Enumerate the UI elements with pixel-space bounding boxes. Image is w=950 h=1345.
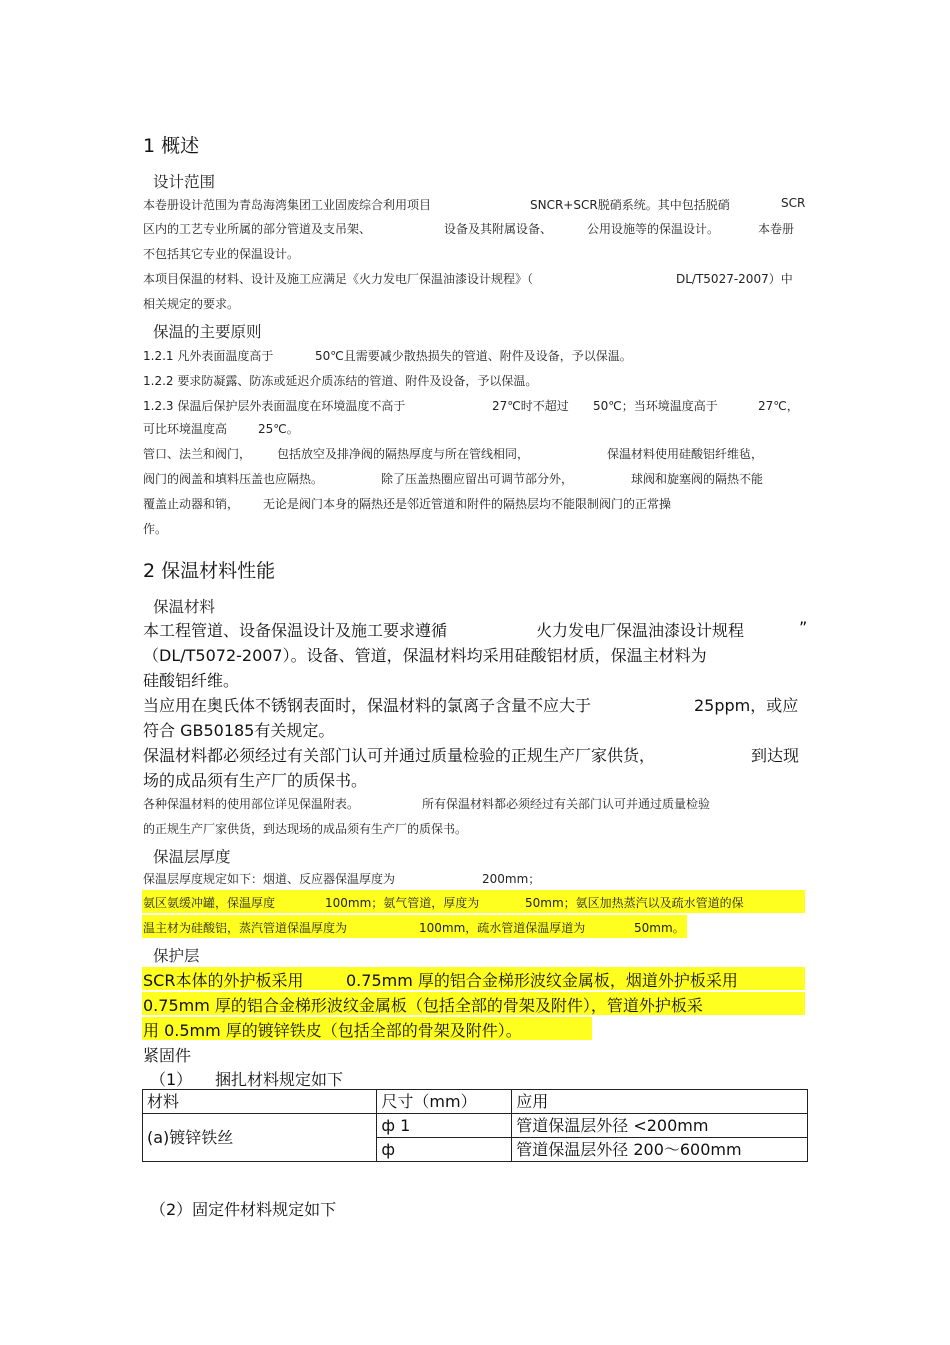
scope-line-4b: DL/T5027-2007）中 [676, 272, 793, 286]
protection-1b: 0.75mm 厚的铝合金梯形波纹金属板，烟道外护板采用 [346, 971, 738, 990]
principle-3a: 1.2.3 保温后保护层外表面温度在环境温度不高于 [143, 399, 406, 413]
table-header: 尺寸（mm） [377, 1090, 512, 1114]
thickness-3a: 温主材为硅酸铝，蒸汽管道保温厚度为 [143, 921, 348, 935]
thickness-1a: 保温层厚度规定如下：烟道、反应器保温厚度为 [143, 872, 396, 886]
principle-6c: 球阀和旋塞阀的隔热不能 [631, 472, 764, 486]
principle-7a: 覆盖止动器和销， [143, 497, 240, 511]
table-header: 材料 [143, 1090, 377, 1114]
principle-8: 作。 [143, 522, 168, 536]
scope-line-2d: 本卷册 [758, 222, 795, 236]
principle-6b: 除了压盖热圈应留出可调节部分外， [381, 472, 574, 486]
design-scope-title: 设计范围 [153, 173, 216, 191]
fasteners-title: 紧固件 [143, 1046, 192, 1065]
table-cell-material: (a)镀锌铁丝 [143, 1114, 377, 1162]
materials-7: 场的成品须有生产厂的质保书。 [143, 771, 368, 790]
thickness-2a: 氨区氨缓冲罐，保温厚度 [143, 896, 276, 910]
materials-4a: 当应用在奥氏体不锈钢表面时，保温材料的氯离子含量不应大于 [143, 696, 592, 715]
scope-line-2: 区内的工艺专业所属的部分管道及支吊架、 [143, 222, 372, 236]
thickness-3c: 50mm。 [634, 921, 685, 935]
principle-5c: 保温材料使用硅酸铝纤维毡， [607, 447, 764, 461]
table-cell-use: 管道保温层外径 200～600mm [512, 1138, 808, 1162]
principle-3d: 27℃， [758, 399, 799, 413]
table-cell-size: ф 1 [377, 1114, 512, 1138]
table-cell-size: ф [377, 1138, 512, 1162]
materials-8b: 所有保温材料都必须经过有关部门认可并通过质量检验 [422, 797, 711, 811]
materials-1b: 火力发电厂保温油漆设计规程 [536, 621, 745, 640]
principle-1b: 50℃且需要减少散热损失的管道、附件及设备，予以保温。 [315, 349, 632, 363]
binding-material-table [142, 1089, 808, 1162]
materials-4b: 25ppm，或应 [694, 696, 799, 715]
materials-1c: ” [799, 618, 808, 637]
scope-line-1c: SCR [781, 196, 806, 210]
protection-title: 保护层 [153, 947, 200, 965]
scope-line-4: 本项目保温的材料、设计及施工应满足《火力发电厂保温油漆设计规程》（ [143, 272, 534, 286]
scope-line-1: 本卷册设计范围为青岛海湾集团工业固废综合利用项目 [143, 198, 432, 212]
materials-1a: 本工程管道、设备保温设计及施工要求遵循 [143, 621, 448, 640]
principle-7b: 无论是阀门本身的隔热还是邻近管道和附件的隔热层均不能限制阀门的正常操 [263, 497, 672, 511]
fasteners-sub1a: （1） [150, 1070, 193, 1089]
materials-6a: 保温材料都必须经过有关部门认可并通过质量检验的正规生产厂家供货， [143, 746, 656, 765]
table-row [143, 1114, 808, 1138]
thickness-1b: 200mm； [482, 872, 541, 886]
protection-1a: SCR本体的外护板采用 [143, 971, 304, 990]
thickness-3b: 100mm，疏水管道保温厚道为 [419, 921, 586, 935]
principle-4a: 可比环境温度高 [143, 422, 228, 436]
scope-line-1b: SNCR+SCR脱硝系统。其中包括脱硝 [530, 198, 730, 212]
fasteners-sub2: （2）固定件材料规定如下 [150, 1200, 337, 1219]
materials-3: 硅酸铝纤维。 [143, 671, 240, 690]
table-header-row [143, 1090, 808, 1114]
principle-5b: 包括放空及排净阀的隔热厚度与所在管线相同， [277, 447, 530, 461]
principle-1a: 1.2.1 凡外表面温度高于 [143, 349, 274, 363]
table-cell-use: 管道保温层外径 <200mm [512, 1114, 808, 1138]
table-header: 应用 [512, 1090, 808, 1114]
scope-line-3: 不包括其它专业的保温设计。 [143, 247, 300, 261]
protection-2: 0.75mm 厚的铝合金梯形波纹金属板（包括全部的骨架及附件），管道外护板采 [143, 996, 703, 1015]
section-1-heading: 1 概述 [143, 135, 200, 157]
principle-2: 1.2.2 要求防凝露、防冻或延迟介质冻结的管道、附件及设备，予以保温。 [143, 374, 538, 388]
materials-2: （DL/T5072-2007）。设备、管道，保温材料均采用硅酸铝材质，保温主材料为 [143, 646, 707, 665]
thickness-2c: 50mm；氨区加热蒸汽以及疏水管道的保 [525, 896, 744, 910]
protection-3: 用 0.5mm 厚的镀锌铁皮（包括全部的骨架及附件）。 [143, 1021, 522, 1040]
scope-line-2b: 设备及其附属设备、 [444, 222, 553, 236]
thickness-title: 保温层厚度 [153, 848, 231, 866]
materials-8a: 各种保温材料的使用部位详见保温附表。 [143, 797, 360, 811]
principles-title: 保温的主要原则 [153, 323, 262, 341]
scope-line-2c: 公用设施等的保温设计。 [587, 222, 720, 236]
materials-6b: 到达现 [751, 746, 800, 765]
section-2-heading: 2 保温材料性能 [143, 560, 276, 582]
thickness-2b: 100mm；氨气管道，厚度为 [325, 896, 480, 910]
principle-5a: 管口、法兰和阀门， [143, 447, 252, 461]
materials-5: 符合 GB50185有关规定。 [143, 721, 335, 740]
scope-line-5: 相关规定的要求。 [143, 297, 240, 311]
principle-6a: 阀门的阀盖和填料压盖也应隔热。 [143, 472, 324, 486]
materials-9: 的正规生产厂家供货，到达现场的成品须有生产厂的质保书。 [143, 822, 468, 836]
principle-3b: 27℃时不超过 [492, 399, 569, 413]
materials-title: 保温材料 [153, 598, 216, 616]
principle-4b: 25℃。 [258, 422, 299, 436]
principle-3c: 50℃；当环境温度高于 [593, 399, 718, 413]
fasteners-sub1b: 捆扎材料规定如下 [215, 1070, 344, 1089]
